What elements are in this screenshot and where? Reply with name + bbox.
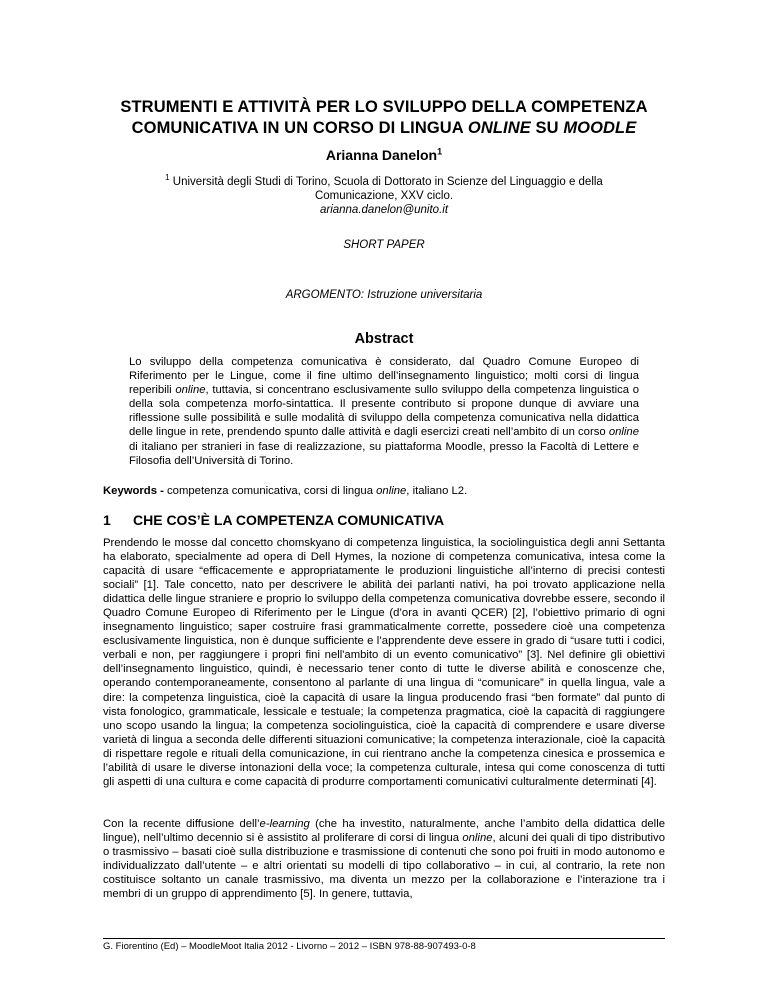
keywords: Keywords - competenza comunicativa, corsi di lingua online, italiano L2. (103, 485, 468, 497)
page-footer: G. Fiorentino (Ed) – MoodleMoot Italia 2012 - Livorno – 2012 – ISBN 978-88-907493-0-8 (103, 941, 476, 952)
author-email: arianna.danelon@unito.it (319, 204, 449, 216)
abstract-text: Lo sviluppo della competenza comunicativa è considerato, dal Quadro Comune Europeo di Riferimento per le Lingue, come il fine ultimo dell’insegnamento linguistico; molti corsi di lingua reperibili online, tuttavia, si concentrano esclusivamente sullo sviluppo della competenza linguistica o della sola competenza morfo-sintattica. Il presente contributo si propone dunque di avviare una riflessione sulle possibilità e sulle modalità di sviluppo della competenza comunicativa nella didattica delle lingue in rete, prendendo spunto dalle attività e dagli esercizi creati nell’ambito di un corso online di italiano per stranieri in fase di realizzazione, su piattaforma Moodle, presso la Facoltà di Lettere e Filosofia dell’Università di Torino. (129, 356, 639, 467)
section-heading: 1 CHE COS’È LA COMPETENZA COMUNICATIVA (103, 512, 445, 528)
section-paragraph-2: Con la recente diffusione dell’e-learning (che ha investito, naturalmente, anche l’ambito della didattica delle lingue), nell’ultimo decennio si è assistito al proliferare di corsi di lingua online, alcuni dei quali di tipo distributivo o trasmissivo – basati cioè sulla distribuzione e trasmissione di contenuti che sono poi fruiti in modo autonomo e individualizzato dall’utente – e altri orientati su modelli di tipo collaborativo – in cui, al contrario, la rete non costituisce soltanto un canale trasmissivo, ma diventa un mezzo per la collaborazione e l’interazione tra i membri di un gruppo di apprendimento [5]. In genere, tuttavia, (103, 818, 665, 901)
footer-divider (103, 938, 665, 939)
title-line-1: STRUMENTI E ATTIVITÀ PER LO SVILUPPO DELLA COMPETENZA (120, 98, 648, 116)
author-affiliation: $^1$ Università degli Studi di Torino, Scuola di Dottorato in Scienze del Linguaggio e della Comunicazione, XXV ciclo. arianna.danelon@unito.it (165, 173, 603, 216)
author-name: Arianna Danelon$^1$ (325, 146, 443, 163)
paper-title (60, 97, 708, 139)
paper-topic: ARGOMENTO: Istruzione universitaria (285, 289, 483, 301)
section-paragraph-1: Prendendo le mosse dal concetto chomskyano di competenza linguistica, la sociolinguistica degli anni Settanta ha elaborato, specialmente ad opera di Dell Hymes, la nozione di competenza comunicativa, intesa come la capacità di usare “efficacemente e appropriatamente le produzioni linguistiche all’interno di precisi contesti sociali” [1]. Tale concetto, nato per descrivere le abilità dei parlanti nativi, ha poi trovato applicazione nella didattica delle lingue straniere e proprio lo sviluppo della competenza comunicativa dovrebbe essere, secondo il Quadro Comune Europeo di Riferimento per le Lingue (d’ora in avanti QCER) [2], l’obiettivo primario di ogni insegnamento linguistico; saper costruire frasi grammaticalmente corrette, possedere cioè una competenza esclusivamente linguistica, non è dunque sufficiente e l’apprendente deve essere in grado di “usare tutti i codici, verbali e non, per raggiungere i propri fini nell'ambito di un evento comunicativo” [3]. Nel definire gli obiettivi dell’insegnamento linguistico, quindi, è necessario tener conto di tutte le diverse abilità e conoscenze che, operando contemporaneamente, consentono al parlante di una lingua di “comunicare” in quella lingua, vale a dire: la competenza linguistica, cioè la capacità di usare la lingua producendo frasi “ben formate” dal punto di vista fonologico, grammaticale, lessicale e testuale; la competenza pragmatica, cioè la capacità di raggiungere uno scopo usando la lingua; la competenza sociolinguistica, cioè la capacità di comprendere e usare diverse varietà di lingua a seconda delle differenti situazioni comunicative; la competenza interazionale, cioè la capacità di rispettare regole e rituali della comunicazione, in cui rientrano anche la competenza cinesica e prossemica e l’abilità di usare le diverse intonazioni della voce; la competenza culturale, intesa qui come conoscenza di tutti gli aspetti di una cultura e come capacità di produrre comportamenti comunicativi culturalmente determinati [4]. (103, 537, 665, 788)
title-line-2: COMUNICATIVA IN UN CORSO DI LINGUA ONLINE SU MOODLE (131, 119, 637, 137)
paper-type: SHORT PAPER (343, 239, 425, 251)
abstract-heading: Abstract (354, 331, 414, 347)
